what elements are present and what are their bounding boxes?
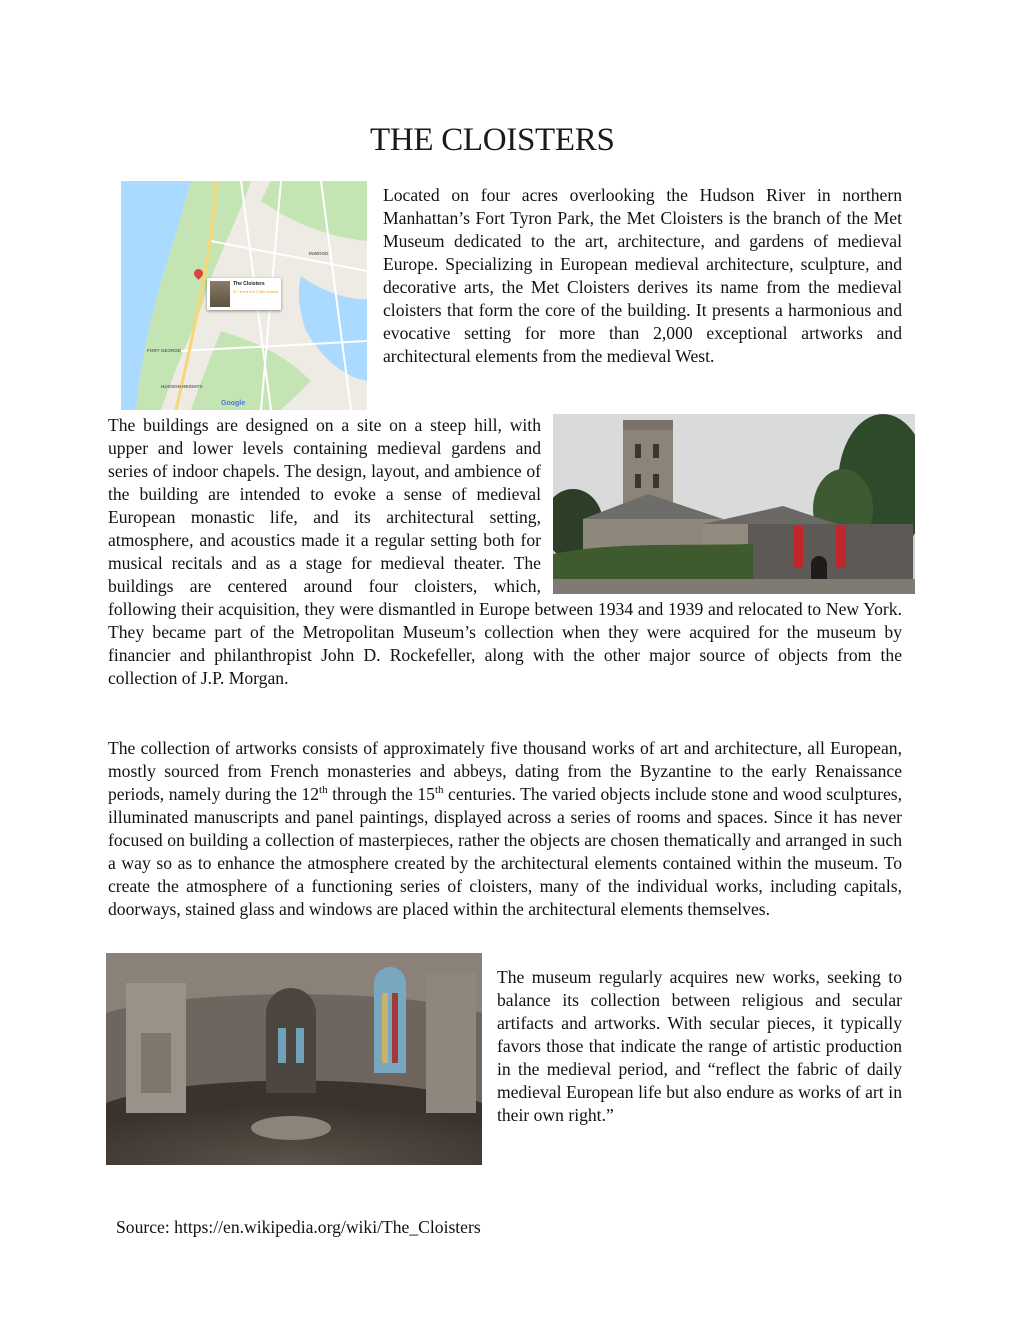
- interior-photo-graphic: [106, 953, 482, 1165]
- place-rating: 4.7 ★★★★★ 2,460 reviews: [233, 290, 279, 294]
- collection-text-part-2: through the 15: [327, 784, 435, 804]
- place-thumbnail: [210, 281, 230, 307]
- page-title: THE CLOISTERS: [370, 122, 615, 158]
- collection-text-part-3: centuries. The varied objects include stone and wood sculptures, illuminated manuscripts and panel paintings, displayed across a series of rooms and spaces. Since it has never focused on building a collection of masterpieces, rather the objects are chosen thematically and arranged in such a way so as to enhance the atmosphere created by the architectural elements contained within the museum. To create the atmosphere of a functioning series of cloisters, many of the individual works, including capitals, doorways, stained glass and windows are placed within the architectural elements themselves.: [108, 784, 903, 919]
- collection-paragraph: [108, 737, 902, 921]
- location-map: [121, 181, 367, 410]
- intro-paragraph: Located on four acres overlooking the Hudson River in northern Manhattan’s Fort Tyron Park, the Met Cloisters is the branch of the Met Museum dedicated to the art, architecture, and gardens of medieval Europe. Specializing in European medieval architecture, sculpture, and decorative arts, the Met Cloisters derives its name from the medieval cloisters that form the core of the building. It presents a harmonious and evocative setting for more than 2,000 exceptional artworks and architectural elements from the medieval West.: [383, 185, 902, 366]
- place-name: The Cloisters: [233, 281, 265, 287]
- cloisters-building-photo: [553, 414, 915, 594]
- map-label-inwood: INWOOD: [309, 251, 329, 256]
- google-logo: Google: [221, 400, 246, 407]
- superscript-th-2: th: [434, 784, 444, 797]
- interior-panorama-photo: [106, 953, 482, 1165]
- source-citation: Source: https://en.wikipedia.org/wiki/The_Cloisters: [116, 1217, 481, 1237]
- map-label-hudson-heights: HUDSON HEIGHTS: [161, 384, 203, 389]
- map-label-fort-george: FORT GEORGE: [147, 348, 181, 353]
- superscript-th-1: th: [319, 784, 328, 797]
- collection-text-part-1: The collection of artworks consists of approximately five thousand works of art and architecture, all European, mostly sourced from French monasteries and abbeys, dating from the Byzantine to the early Renaissance periods, namely during the 12: [108, 738, 902, 804]
- acquisitions-paragraph: The museum regularly acquires new works, seeking to balance its collection between religious and secular artifacts and artworks. With secular pieces, it typically favors those that indicate the range of artistic production in the medieval period, and “reflect the fabric of daily medieval European life but also endure as works of art in their own right.”: [497, 967, 902, 1125]
- buildings-paragraph-text: The buildings are designed on a site on a steep hill, with upper and lower levels containing medieval gardens and series of indoor chapels. The design, layout, and ambience of the building are intended to evoke a sense of medieval European monastic life, and its architectural setting, atmosphere, and acoustics made it a regular setting both for musical recitals and as a stage for medieval theater. The buildings are centered around four cloisters, which, following their acquisition, they were dismantled in Europe between 1934 and 1939 and relocated to New York. They became part of the Metropolitan Museum’s collection when they were acquired for the museum by financier and philanthropist John D. Rockefeller, along with the other major source of objects from the collection of J.P. Morgan.: [108, 415, 902, 688]
- buildings-paragraph: [108, 414, 902, 690]
- building-photo-graphic: [553, 414, 915, 594]
- place-card: [207, 278, 281, 310]
